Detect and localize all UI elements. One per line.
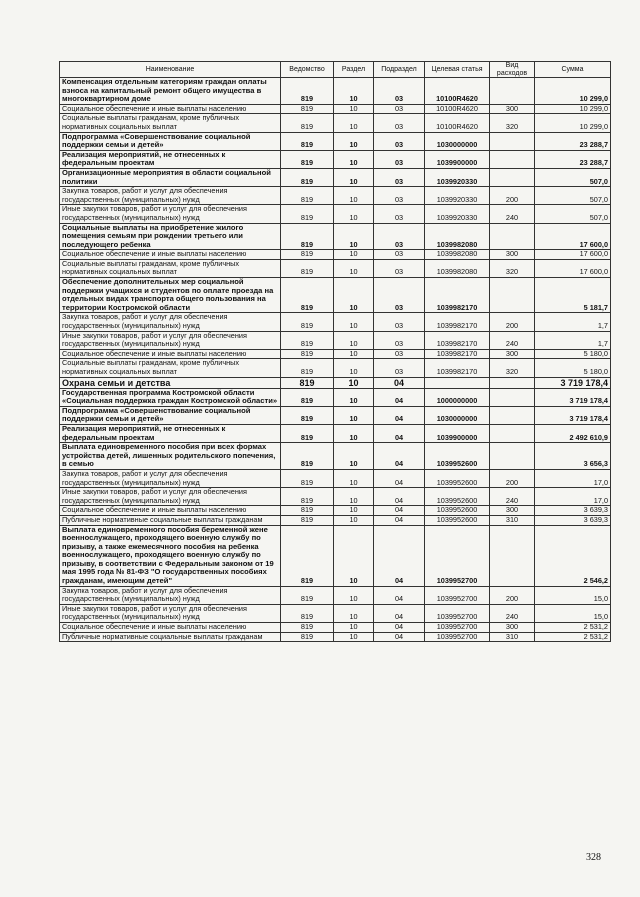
- cell-target-article: 1039920330: [425, 205, 490, 223]
- cell-target-article: 1039952700: [425, 632, 490, 642]
- cell-expense-type: [490, 443, 535, 470]
- table-row: [60, 168, 611, 186]
- cell-sum: 3 639,3: [535, 515, 611, 525]
- cell-razdel: 10: [334, 331, 374, 349]
- cell-podrazdel: 04: [374, 388, 425, 406]
- cell-name: Социальные выплаты гражданам, кроме публичных нормативных социальных выплат: [60, 359, 281, 377]
- cell-podrazdel: 03: [374, 259, 425, 277]
- cell-sum: 3 719 178,4: [535, 377, 611, 388]
- cell-target-article: 1039952600: [425, 443, 490, 470]
- cell-sum: 1,7: [535, 313, 611, 331]
- cell-sum: 507,0: [535, 205, 611, 223]
- cell-sum: 3 656,3: [535, 443, 611, 470]
- cell-name: Социальные выплаты гражданам, кроме публичных нормативных социальных выплат: [60, 114, 281, 132]
- cell-name: Публичные нормативные социальные выплаты гражданам: [60, 515, 281, 525]
- cell-razdel: 10: [334, 443, 374, 470]
- cell-vedomstvo: 819: [281, 359, 334, 377]
- cell-razdel: 10: [334, 313, 374, 331]
- cell-razdel: 10: [334, 187, 374, 205]
- cell-target-article: 1030000000: [425, 406, 490, 424]
- cell-expense-type: [490, 278, 535, 313]
- cell-razdel: 10: [334, 205, 374, 223]
- cell-vedomstvo: 819: [281, 187, 334, 205]
- cell-expense-type: [490, 168, 535, 186]
- cell-podrazdel: 04: [374, 586, 425, 604]
- cell-name: Публичные нормативные социальные выплаты гражданам: [60, 632, 281, 642]
- cell-name: Закупка товаров, работ и услуг для обеспечения государственных (муниципальных) нужд: [60, 187, 281, 205]
- cell-podrazdel: 03: [374, 104, 425, 114]
- cell-expense-type: [490, 78, 535, 105]
- cell-expense-type: [490, 377, 535, 388]
- cell-target-article: 1039982080: [425, 223, 490, 250]
- cell-vedomstvo: 819: [281, 78, 334, 105]
- cell-target-article: 10100R4620: [425, 78, 490, 105]
- cell-sum: 3 719 178,4: [535, 388, 611, 406]
- cell-target-article: 1039952700: [425, 623, 490, 633]
- cell-name: Охрана семьи и детства: [60, 377, 281, 388]
- cell-podrazdel: 03: [374, 205, 425, 223]
- cell-expense-type: 300: [490, 349, 535, 359]
- table-body: [60, 78, 611, 642]
- cell-expense-type: [490, 132, 535, 150]
- cell-target-article: 1039982080: [425, 259, 490, 277]
- cell-name: Реализация мероприятий, не отнесенных к федеральным проектам: [60, 424, 281, 442]
- cell-podrazdel: 03: [374, 349, 425, 359]
- cell-name: Компенсация отдельным категориям граждан оплаты взноса на капитальный ремонт общего имущества в многоквартирном доме: [60, 78, 281, 105]
- cell-razdel: 10: [334, 406, 374, 424]
- cell-razdel: 10: [334, 623, 374, 633]
- cell-razdel: 10: [334, 349, 374, 359]
- header-sum: Сумма: [535, 62, 611, 78]
- cell-target-article: 1039952700: [425, 586, 490, 604]
- cell-vedomstvo: 819: [281, 313, 334, 331]
- cell-vedomstvo: 819: [281, 259, 334, 277]
- cell-name: Реализация мероприятий, не отнесенных к федеральным проектам: [60, 150, 281, 168]
- cell-sum: 5 180,0: [535, 359, 611, 377]
- cell-target-article: 1000000000: [425, 388, 490, 406]
- cell-sum: 2 531,2: [535, 632, 611, 642]
- cell-podrazdel: 04: [374, 506, 425, 516]
- cell-sum: 507,0: [535, 187, 611, 205]
- cell-sum: 10 299,0: [535, 104, 611, 114]
- cell-name: Выплата единовременного пособия беременной жене военнослужащего, проходящего военную службу по призыву, а также ежемесячного пособия на ребенка военнослужащего, проходящего военную службу по призыву, в соответствии с Федеральным законом от 19 мая 1995 года № 81-ФЗ "О государственных пособиях гражданам, имеющим детей": [60, 525, 281, 586]
- cell-vedomstvo: 819: [281, 506, 334, 516]
- cell-expense-type: 320: [490, 114, 535, 132]
- table-row: [60, 443, 611, 470]
- cell-name: Государственная программа Костромской области «Социальная поддержка граждан Костромской области»: [60, 388, 281, 406]
- cell-vedomstvo: 819: [281, 424, 334, 442]
- cell-vedomstvo: 819: [281, 250, 334, 260]
- cell-podrazdel: 04: [374, 469, 425, 487]
- cell-podrazdel: 04: [374, 377, 425, 388]
- cell-target-article: 1039952700: [425, 525, 490, 586]
- cell-expense-type: 310: [490, 632, 535, 642]
- table-row: [60, 223, 611, 250]
- cell-sum: 10 299,0: [535, 78, 611, 105]
- cell-name: Социальные выплаты на приобретение жилого помещения семьям при рождении третьего или последующего ребенка: [60, 223, 281, 250]
- cell-name: Организационные мероприятия в области социальной политики: [60, 168, 281, 186]
- cell-razdel: 10: [334, 388, 374, 406]
- table-row: [60, 515, 611, 525]
- cell-podrazdel: 04: [374, 515, 425, 525]
- table-row: [60, 104, 611, 114]
- header-razdel: Раздел: [334, 62, 374, 78]
- cell-sum: 2 546,2: [535, 525, 611, 586]
- cell-podrazdel: 04: [374, 406, 425, 424]
- cell-target-article: 1039920330: [425, 187, 490, 205]
- cell-vedomstvo: 819: [281, 278, 334, 313]
- table-row: [60, 377, 611, 388]
- cell-expense-type: 200: [490, 469, 535, 487]
- cell-razdel: 10: [334, 586, 374, 604]
- cell-podrazdel: 04: [374, 525, 425, 586]
- cell-sum: 507,0: [535, 168, 611, 186]
- cell-podrazdel: 03: [374, 278, 425, 313]
- table-row: [60, 406, 611, 424]
- cell-razdel: 10: [334, 150, 374, 168]
- cell-podrazdel: 03: [374, 168, 425, 186]
- cell-vedomstvo: 819: [281, 114, 334, 132]
- header-row: [60, 62, 611, 78]
- cell-expense-type: 300: [490, 104, 535, 114]
- cell-name: Социальное обеспечение и иные выплаты населению: [60, 623, 281, 633]
- cell-name: Закупка товаров, работ и услуг для обеспечения государственных (муниципальных) нужд: [60, 586, 281, 604]
- cell-podrazdel: 03: [374, 313, 425, 331]
- table-row: [60, 388, 611, 406]
- cell-vedomstvo: 819: [281, 150, 334, 168]
- table-row: [60, 313, 611, 331]
- cell-target-article: 1039952700: [425, 604, 490, 622]
- table-row: [60, 250, 611, 260]
- cell-target-article: 1039982170: [425, 331, 490, 349]
- cell-sum: 23 288,7: [535, 132, 611, 150]
- cell-target-article: 10100R4620: [425, 114, 490, 132]
- cell-name: Иные закупки товаров, работ и услуг для обеспечения государственных (муниципальных) нужд: [60, 604, 281, 622]
- table-row: [60, 132, 611, 150]
- cell-expense-type: 240: [490, 331, 535, 349]
- cell-sum: 15,0: [535, 586, 611, 604]
- cell-razdel: 10: [334, 515, 374, 525]
- table-row: [60, 359, 611, 377]
- cell-razdel: 10: [334, 278, 374, 313]
- cell-vedomstvo: 819: [281, 406, 334, 424]
- cell-podrazdel: 04: [374, 488, 425, 506]
- cell-vedomstvo: 819: [281, 168, 334, 186]
- cell-podrazdel: 03: [374, 114, 425, 132]
- cell-vedomstvo: 819: [281, 331, 334, 349]
- cell-expense-type: 200: [490, 187, 535, 205]
- cell-target-article: 1039982170: [425, 359, 490, 377]
- cell-razdel: 10: [334, 525, 374, 586]
- cell-target-article: 1039982080: [425, 250, 490, 260]
- cell-vedomstvo: 819: [281, 525, 334, 586]
- cell-sum: 23 288,7: [535, 150, 611, 168]
- cell-vedomstvo: 819: [281, 223, 334, 250]
- cell-expense-type: [490, 388, 535, 406]
- table-row: [60, 150, 611, 168]
- header-target-article: Целевая статья: [425, 62, 490, 78]
- cell-expense-type: [490, 150, 535, 168]
- table-row: [60, 349, 611, 359]
- cell-razdel: 10: [334, 359, 374, 377]
- cell-expense-type: 320: [490, 259, 535, 277]
- header-podrazdel: Подраздел: [374, 62, 425, 78]
- cell-razdel: 10: [334, 377, 374, 388]
- cell-expense-type: 300: [490, 250, 535, 260]
- cell-podrazdel: 04: [374, 623, 425, 633]
- table-row: [60, 506, 611, 516]
- cell-razdel: 10: [334, 488, 374, 506]
- table-row: [60, 78, 611, 105]
- cell-vedomstvo: 819: [281, 632, 334, 642]
- cell-sum: 17 600,0: [535, 223, 611, 250]
- cell-target-article: 1039900000: [425, 424, 490, 442]
- table-row: [60, 586, 611, 604]
- cell-expense-type: 240: [490, 205, 535, 223]
- cell-sum: 5 181,7: [535, 278, 611, 313]
- cell-expense-type: [490, 424, 535, 442]
- cell-podrazdel: 04: [374, 443, 425, 470]
- table-row: [60, 604, 611, 622]
- table-row: [60, 278, 611, 313]
- cell-vedomstvo: 819: [281, 443, 334, 470]
- header-expense-type: Вид расходов: [490, 62, 535, 78]
- cell-vedomstvo: 819: [281, 205, 334, 223]
- cell-sum: 17 600,0: [535, 250, 611, 260]
- cell-sum: 3 719 178,4: [535, 406, 611, 424]
- cell-vedomstvo: 819: [281, 388, 334, 406]
- cell-sum: 1,7: [535, 331, 611, 349]
- cell-razdel: 10: [334, 104, 374, 114]
- cell-name: Социальное обеспечение и иные выплаты населению: [60, 349, 281, 359]
- cell-razdel: 10: [334, 604, 374, 622]
- cell-expense-type: 240: [490, 488, 535, 506]
- cell-podrazdel: 03: [374, 187, 425, 205]
- table-row: [60, 525, 611, 586]
- table-row: [60, 623, 611, 633]
- cell-vedomstvo: 819: [281, 515, 334, 525]
- header-vedomstvo: Ведомство: [281, 62, 334, 78]
- cell-name: Подпрограмма «Совершенствование социальной поддержки семьи и детей»: [60, 406, 281, 424]
- cell-vedomstvo: 819: [281, 623, 334, 633]
- cell-sum: 17,0: [535, 469, 611, 487]
- cell-podrazdel: 03: [374, 359, 425, 377]
- cell-razdel: 10: [334, 132, 374, 150]
- table-row: [60, 632, 611, 642]
- cell-name: Иные закупки товаров, работ и услуг для обеспечения государственных (муниципальных) нужд: [60, 331, 281, 349]
- cell-podrazdel: 03: [374, 132, 425, 150]
- cell-sum: 15,0: [535, 604, 611, 622]
- cell-target-article: 1030000000: [425, 132, 490, 150]
- cell-expense-type: 200: [490, 313, 535, 331]
- cell-name: Закупка товаров, работ и услуг для обеспечения государственных (муниципальных) нужд: [60, 469, 281, 487]
- cell-name: Иные закупки товаров, работ и услуг для обеспечения государственных (муниципальных) нужд: [60, 488, 281, 506]
- table-row: [60, 488, 611, 506]
- cell-name: Социальные выплаты гражданам, кроме публичных нормативных социальных выплат: [60, 259, 281, 277]
- cell-expense-type: 240: [490, 604, 535, 622]
- cell-vedomstvo: 819: [281, 488, 334, 506]
- cell-target-article: 1039982170: [425, 313, 490, 331]
- cell-vedomstvo: 819: [281, 349, 334, 359]
- cell-expense-type: 300: [490, 623, 535, 633]
- cell-sum: 17 600,0: [535, 259, 611, 277]
- cell-podrazdel: 03: [374, 150, 425, 168]
- cell-expense-type: [490, 223, 535, 250]
- cell-sum: 17,0: [535, 488, 611, 506]
- cell-expense-type: 300: [490, 506, 535, 516]
- table-row: [60, 469, 611, 487]
- cell-target-article: 10100R4620: [425, 104, 490, 114]
- cell-target-article: 1039952600: [425, 469, 490, 487]
- cell-target-article: 1039982170: [425, 278, 490, 313]
- table-row: [60, 187, 611, 205]
- cell-podrazdel: 04: [374, 632, 425, 642]
- cell-podrazdel: 03: [374, 250, 425, 260]
- cell-sum: 10 299,0: [535, 114, 611, 132]
- cell-razdel: 10: [334, 223, 374, 250]
- cell-name: Обеспечение дополнительных мер социальной поддержки учащихся и студентов по оплате проезда на отдельных видах транспорта общего пользования на территории Костромской области: [60, 278, 281, 313]
- cell-vedomstvo: 819: [281, 104, 334, 114]
- cell-podrazdel: 04: [374, 604, 425, 622]
- budget-table: [59, 61, 611, 642]
- cell-podrazdel: 03: [374, 331, 425, 349]
- cell-razdel: 10: [334, 259, 374, 277]
- cell-target-article: [425, 377, 490, 388]
- cell-vedomstvo: 819: [281, 604, 334, 622]
- cell-target-article: 1039952600: [425, 515, 490, 525]
- cell-target-article: 1039982170: [425, 349, 490, 359]
- cell-expense-type: 200: [490, 586, 535, 604]
- cell-vedomstvo: 819: [281, 469, 334, 487]
- cell-sum: 3 639,3: [535, 506, 611, 516]
- cell-razdel: 10: [334, 469, 374, 487]
- cell-vedomstvo: 819: [281, 377, 334, 388]
- cell-name: Социальное обеспечение и иные выплаты населению: [60, 104, 281, 114]
- cell-razdel: 10: [334, 168, 374, 186]
- cell-target-article: 1039952600: [425, 488, 490, 506]
- table-row: [60, 331, 611, 349]
- cell-target-article: 1039952600: [425, 506, 490, 516]
- cell-razdel: 10: [334, 506, 374, 516]
- cell-name: Выплата единовременного пособия при всех формах устройства детей, лишенных родительского попечения, в семью: [60, 443, 281, 470]
- cell-podrazdel: 03: [374, 223, 425, 250]
- cell-razdel: 10: [334, 250, 374, 260]
- cell-target-article: 1039900000: [425, 150, 490, 168]
- cell-sum: 5 180,0: [535, 349, 611, 359]
- table-header: [60, 62, 611, 78]
- table-row: [60, 424, 611, 442]
- table-row: [60, 114, 611, 132]
- cell-name: Социальное обеспечение и иные выплаты населению: [60, 506, 281, 516]
- cell-target-article: 1039920330: [425, 168, 490, 186]
- cell-name: Подпрограмма «Совершенствование социальной поддержки семьи и детей»: [60, 132, 281, 150]
- cell-podrazdel: 03: [374, 78, 425, 105]
- cell-name: Закупка товаров, работ и услуг для обеспечения государственных (муниципальных) нужд: [60, 313, 281, 331]
- cell-vedomstvo: 819: [281, 132, 334, 150]
- page-number: 328: [586, 852, 601, 863]
- cell-razdel: 10: [334, 424, 374, 442]
- table-row: [60, 205, 611, 223]
- cell-razdel: 10: [334, 632, 374, 642]
- cell-expense-type: [490, 525, 535, 586]
- cell-name: Иные закупки товаров, работ и услуг для обеспечения государственных (муниципальных) нужд: [60, 205, 281, 223]
- cell-vedomstvo: 819: [281, 586, 334, 604]
- cell-razdel: 10: [334, 78, 374, 105]
- table-row: [60, 259, 611, 277]
- cell-sum: 2 531,2: [535, 623, 611, 633]
- cell-sum: 2 492 610,9: [535, 424, 611, 442]
- header-name: Наименование: [60, 62, 281, 78]
- cell-podrazdel: 04: [374, 424, 425, 442]
- cell-razdel: 10: [334, 114, 374, 132]
- cell-expense-type: 320: [490, 359, 535, 377]
- cell-name: Социальное обеспечение и иные выплаты населению: [60, 250, 281, 260]
- cell-expense-type: 310: [490, 515, 535, 525]
- cell-expense-type: [490, 406, 535, 424]
